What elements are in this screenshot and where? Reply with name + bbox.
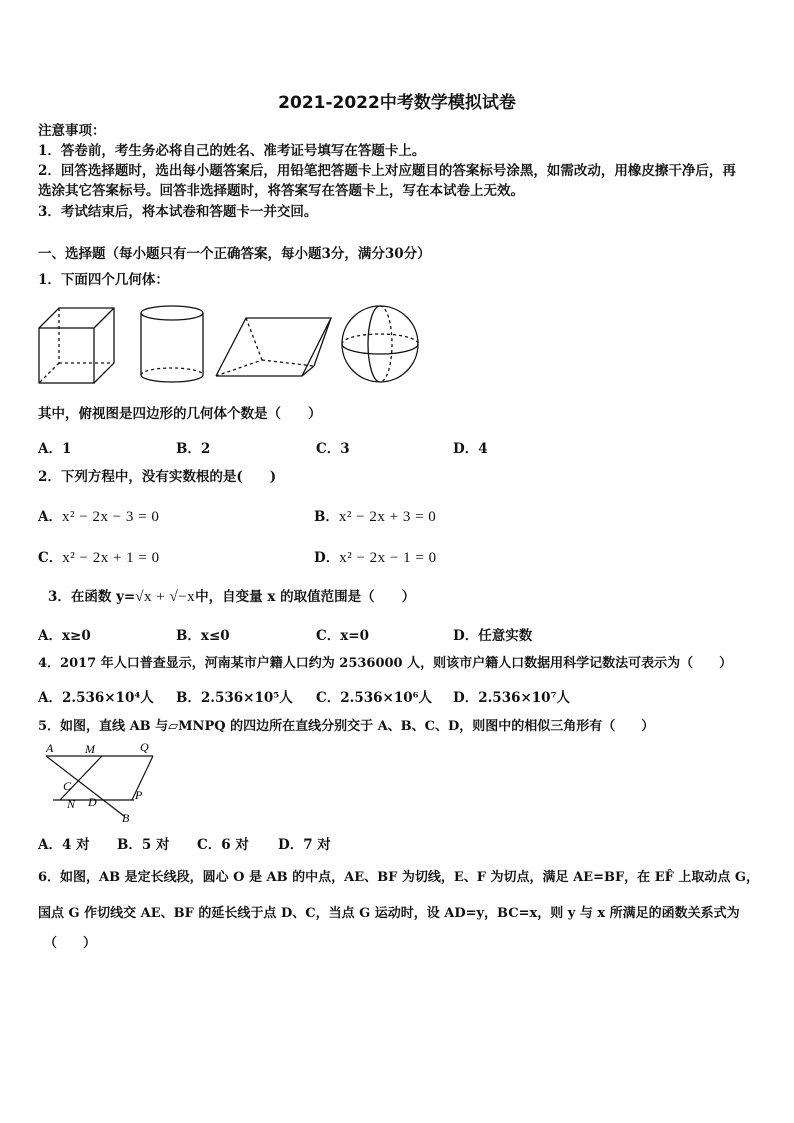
q5-label-q: Q bbox=[140, 740, 149, 754]
q4-option-d[interactable]: D．2.536×10⁷人 bbox=[453, 690, 570, 706]
q2-option-d-equation: x² − 2x − 1 = 0 bbox=[339, 550, 437, 566]
q1-question: 其中，俯视图是四边形的几何体个数是（ ） bbox=[38, 406, 322, 422]
page-title: 2021-2022中考数学模拟试卷 bbox=[278, 93, 516, 113]
q5-option-c[interactable]: C．6 对 bbox=[197, 837, 249, 853]
q6-line-2: 国点 G 作切线交 AE、BF 的延长线于点 D、C，当点 G 运动时，设 AD=y，BC=x，则 y 与 x 所满足的函数关系式为 bbox=[38, 906, 740, 921]
q2-option-c-equation: x² − 2x + 1 = 0 bbox=[62, 550, 160, 566]
q3-stem-suffix: 中，自变量 x 的取值范围是（ ） bbox=[195, 589, 416, 605]
q2-option-b-label: B． bbox=[314, 509, 339, 525]
q3-stem-prefix: 3．在函数 y= bbox=[48, 589, 136, 605]
q3-option-a[interactable]: A．x≥0 bbox=[38, 628, 91, 644]
q5-figure bbox=[38, 740, 168, 826]
q5-label-a: A bbox=[46, 741, 54, 755]
q5-option-b[interactable]: B．5 对 bbox=[117, 837, 170, 853]
q5-option-a[interactable]: A．4 对 bbox=[38, 837, 90, 853]
notice-item-1: 1．答卷前，考生务必将自己的姓名、准考证号填写在答题卡上。 bbox=[38, 143, 426, 159]
q3-stem bbox=[48, 588, 415, 606]
q1-option-a[interactable]: A．1 bbox=[38, 441, 72, 457]
notice-item-3: 3．考试结束后，将本试卷和答题卡一并交回。 bbox=[38, 204, 318, 220]
q2-option-c-label: C． bbox=[38, 550, 63, 566]
q5-label-m: M bbox=[85, 742, 95, 756]
sphere-figure bbox=[342, 306, 418, 382]
q4-option-a[interactable]: A．2.536×10⁴人 bbox=[38, 690, 154, 706]
q1-solids-figure bbox=[34, 300, 434, 392]
notice-heading: 注意事项： bbox=[38, 123, 106, 139]
notice-item-2: 2．回答选择题时，选出每小题答案后，用铅笔把答题卡上对应题目的答案标号涂黑，如需改动，用橡皮擦干净后，再 bbox=[38, 163, 736, 179]
q3-option-c[interactable]: C．x=0 bbox=[316, 628, 369, 644]
q4-stem: 4．2017 年人口普查显示，河南某市户籍人口约为 2536000 人，则该市户籍人口数据用科学记数法可表示为（ ） bbox=[38, 656, 733, 671]
q5-option-d[interactable]: D．7 对 bbox=[278, 837, 331, 853]
q2-option-a-equation: x² − 2x − 3 = 0 bbox=[61, 509, 160, 525]
q2-option-b[interactable] bbox=[314, 505, 436, 526]
q1-option-d[interactable]: D．4 bbox=[453, 441, 488, 457]
q4-option-b[interactable]: B．2.536×10⁵人 bbox=[176, 690, 293, 706]
q5-label-d: D bbox=[88, 795, 97, 809]
notice-item-2-cont: 选涂其它答案标号。回答非选择题时，将答案写在答题卡上，写在本试卷上无效。 bbox=[38, 183, 524, 199]
q3-option-d[interactable]: D．任意实数 bbox=[453, 628, 533, 644]
q1-option-b[interactable]: B．2 bbox=[176, 441, 211, 457]
q2-option-a[interactable] bbox=[38, 505, 159, 526]
q5-stem: 5．如图，直线 AB 与▱MNPQ 的四边所在直线分别交于 A、B、C、D，则图中的相似三角形有（ ） bbox=[38, 719, 655, 734]
q2-option-d[interactable] bbox=[314, 546, 437, 567]
q6-line-3: （ ） bbox=[44, 936, 97, 951]
q2-option-c[interactable] bbox=[38, 546, 160, 567]
section-heading: 一、选择题（每小题只有一个正确答案，每小题3分，满分30分） bbox=[38, 246, 431, 262]
q1-stem: 1．下面四个几何体： bbox=[38, 272, 169, 288]
q6-line-1: 6．如图，AB 是定长线段，圆心 O 是 AB 的中点，AE、BF 为切线，E、F 为切点，满足 AE=BF，在 EF̂ 上取动点 G， bbox=[38, 870, 759, 885]
q2-option-a-label: A． bbox=[38, 509, 62, 525]
cube-figure bbox=[39, 308, 114, 383]
q5-label-b: B bbox=[122, 811, 130, 825]
q5-label-p: P bbox=[135, 788, 143, 802]
q4-option-c[interactable]: C．2.536×10⁶人 bbox=[316, 690, 433, 706]
q3-formula: √x + √−x bbox=[135, 589, 196, 605]
q3-option-b[interactable]: B．x≤0 bbox=[176, 628, 230, 644]
q5-label-n: N bbox=[67, 797, 76, 811]
q2-stem: 2．下列方程中，没有实数根的是( ) bbox=[38, 469, 277, 485]
cylinder-figure bbox=[141, 306, 203, 382]
q1-option-c[interactable]: C．3 bbox=[316, 441, 350, 457]
q5-label-c: C bbox=[63, 779, 72, 793]
prism-figure bbox=[216, 318, 331, 376]
q2-option-d-label: D． bbox=[314, 550, 340, 566]
q2-option-b-equation: x² − 2x + 3 = 0 bbox=[338, 509, 437, 525]
